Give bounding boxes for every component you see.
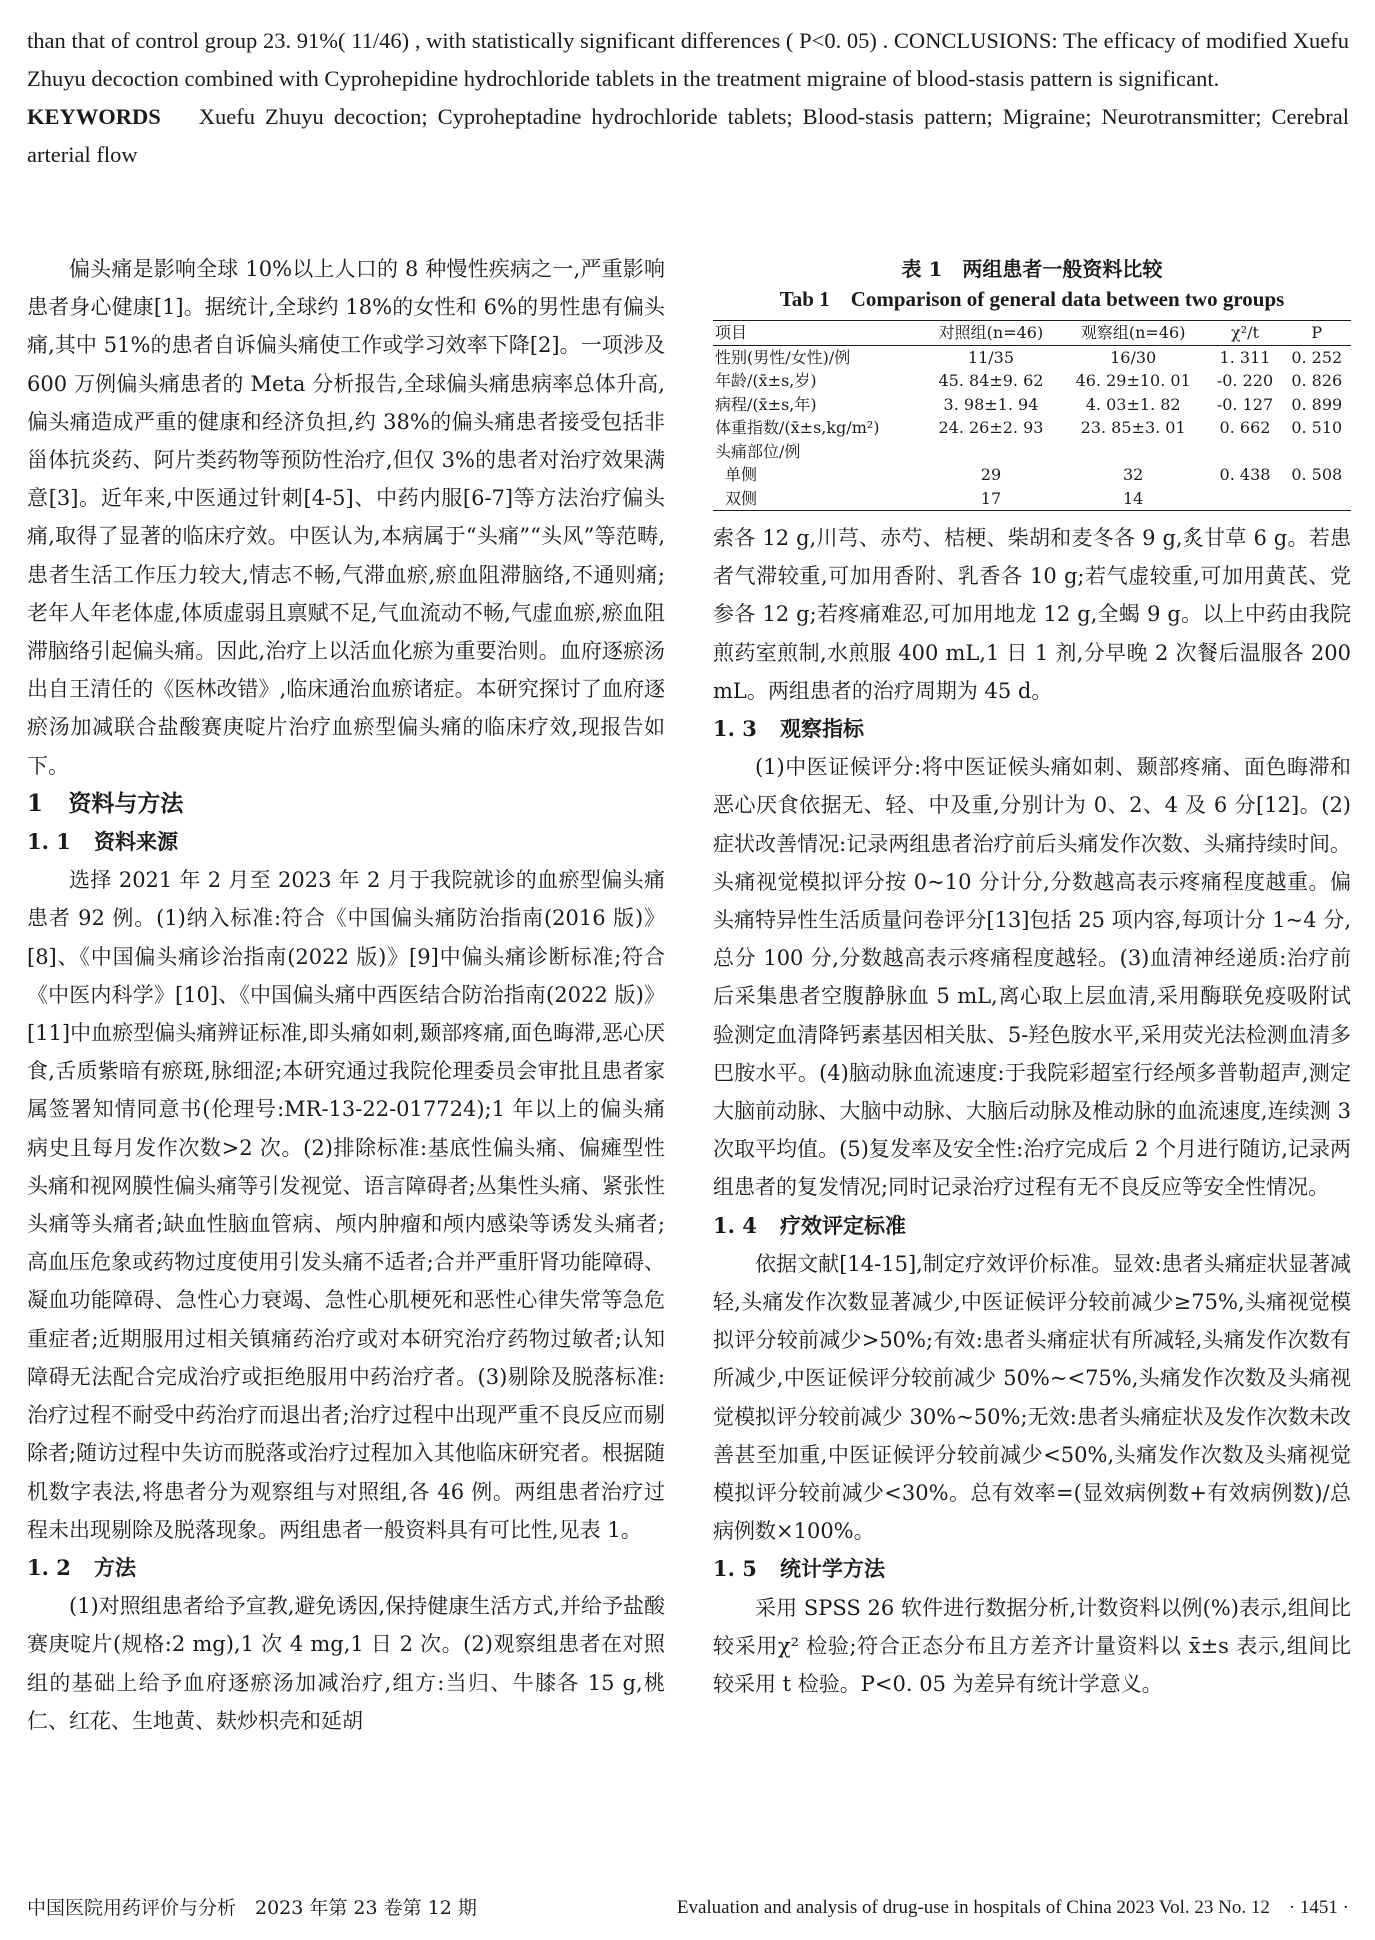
table-cell: 年龄/(x̄±s,岁)	[715, 371, 817, 390]
table-cell	[923, 440, 1059, 464]
table-cell: 16/30	[1110, 347, 1157, 367]
subsection-body-1-2-continued: 索各 12 g,川芎、赤芍、桔梗、柴胡和麦冬各 9 g,炙甘草 6 g。若患者气滞较重,可加用香附、乳香各 10 g;若气虚较重,可加用黄芪、党参各 12 g;若疼痛难忍,可加用地龙 12 g,全蝎 9 g。以上中药由我院煎药室煎制,水煎服 400 mL,1 日 1 剂,分早晚 2 次餐后温服各 200 mL。两组患者的治疗周期为 45 d。	[713, 526, 1351, 703]
table-title-cn: 表 1 两组患者一般资料比较	[901, 257, 1163, 281]
table-cell: 0. 826	[1291, 371, 1343, 390]
section-heading-1	[27, 785, 665, 823]
right-column	[713, 250, 1351, 1703]
subsection-number: 1. 2	[27, 1554, 71, 1580]
table-cell: 性别(男性/女性)/例	[715, 347, 851, 367]
table-row	[713, 345, 1351, 369]
table-cell: 11/35	[967, 347, 1015, 367]
subsection-number: 1. 3	[713, 716, 757, 742]
header-observation-group: 观察组(n=46)	[1080, 323, 1186, 342]
table-cell: 0. 899	[1291, 394, 1343, 414]
subsection-title: 资料来源	[93, 829, 178, 855]
header-statistic: χ²/t	[1231, 323, 1259, 342]
table-header-row	[713, 321, 1351, 346]
table-row	[713, 416, 1351, 440]
table-title-en: Tab 1 Comparison of general data between two groups	[779, 287, 1285, 311]
general-data-table	[713, 320, 1351, 511]
table-cell: 17	[980, 488, 1002, 508]
abstract-tail	[27, 22, 1349, 174]
footer-journal-en: Evaluation and analysis of drug-use in hospitals of China 2023 Vol. 23 No. 12 · 1451 ·	[676, 1897, 1349, 1918]
table-cell: 体重指数/(x̄±s,kg/m²)	[715, 418, 880, 437]
table-row	[713, 440, 1351, 464]
table-cell: 23. 85±3. 01	[1080, 418, 1186, 437]
subsection-heading-1-5	[713, 1550, 1351, 1588]
table-cell: 14	[1122, 488, 1144, 508]
subsection-heading-1-2	[27, 1549, 665, 1587]
table-cell: 0. 438	[1219, 465, 1271, 484]
subsection-heading-1-3	[713, 710, 1351, 748]
table-cell: 0. 252	[1291, 347, 1343, 367]
table-cell: 29	[980, 465, 1002, 484]
table-cell: 3. 98±1. 94	[943, 394, 1039, 414]
subsection-title: 疗效评定标准	[779, 1212, 906, 1238]
table-cell: 1. 311	[1219, 347, 1271, 367]
subsection-body-1-4: 依据文献[14-15],制定疗效评价标准。显效:患者头痛症状显著减轻,头痛发作次数显著减少,中医证候评分较前减少≥75%,头痛视觉模拟评分较前减少>50%;有效:患者头痛症状有所减轻,头痛发作次数有所减少,中医证候评分较前减少 50%~<75%,头痛发作次数及头痛视觉模拟评分较前减少 30%~50%;无效:患者头痛症状及发作次数未改善甚至加重,中医证候评分较前减少<50%,头痛发作次数及头痛视觉模拟评分较前减少<30%。总有效率=(显效病例数+有效病例数)/总病例数×100%。	[713, 1251, 1351, 1544]
footer-journal-cn: 中国医院用药评价与分析 2023 年第 23 卷第 12 期	[27, 1897, 477, 1919]
header-control-group: 对照组(n=46)	[938, 323, 1044, 342]
subsection-number: 1. 1	[27, 829, 71, 855]
subsection-title: 方法	[93, 1554, 136, 1580]
table-cell: 单侧	[725, 465, 758, 484]
table-cell: 0. 662	[1219, 418, 1271, 437]
intro-paragraph: 偏头痛是影响全球 10%以上人口的 8 种慢性疾病之一,严重影响患者身心健康[1]。据统计,全球约 18%的女性和 6%的男性患有偏头痛,其中 51%的患者自诉偏头痛使工作或学习效率下降[2]。一项涉及 600 万例偏头痛患者的 Meta 分析报告,全球偏头痛患病率总体升高,偏头痛造成严重的健康和经济负担,约 38%的偏头痛患者接受包括非甾体抗炎药、阿片类药物等预防性治疗,但仅 3%的患者对治疗效果满意[3]。近年来,中医通过针刺[4-5]、中药内服[6-7]等方法治疗偏头痛,取得了显著的临床疗效。中医认为,本病属于“头痛”“头风”等范畴,患者生活工作压力较大,情志不畅,气滞血瘀,瘀血阻滞脑络,不通则痛;老年人年老体虚,体质虚弱且禀赋不足,气血流动不畅,气虚血瘀,瘀血阻滞脑络引起偏头痛。因此,治疗上以活血化瘀为重要治则。血府逐瘀汤出自王清任的《医林改错》,临床通治血瘀诸症。本研究探讨了血府逐瘀汤加减联合盐酸赛庚啶片治疗血瘀型偏头痛的临床疗效,现报告如下。	[27, 257, 665, 778]
table-cell: 45. 84±9. 62	[938, 371, 1044, 390]
table-cell: 32	[1122, 465, 1144, 484]
table-cell	[1207, 487, 1282, 511]
abstract-results-conclusions: than that of control group 23. 91%( 11/46) , with statistically significant differences ( P<0. 05) . CONCLUSIONS: The efficacy of modified Xuefu Zhuyu decoction combined with Cyprohepidine hydrochloride tablets in the treatment migraine of blood-stasis pattern is significant.	[27, 28, 1349, 91]
table-cell: 双侧	[725, 488, 758, 508]
keywords-label: KEYWORDS	[27, 104, 161, 129]
subsection-title: 统计学方法	[779, 1556, 885, 1582]
table-row	[713, 393, 1351, 417]
subsection-heading-1-4	[713, 1207, 1351, 1245]
section-title: 资料与方法	[68, 789, 184, 817]
table-row	[713, 369, 1351, 393]
table-cell	[1283, 440, 1351, 464]
table-cell: 0. 508	[1291, 465, 1343, 484]
keywords-text: Xuefu Zhuyu decoction; Cyproheptadine hydrochloride tablets; Blood-stasis pattern; Migraine; Neurotransmitter; Cerebral arterial flow	[27, 104, 1349, 167]
header-item: 项目	[715, 323, 748, 342]
table-cell	[1283, 487, 1351, 511]
subsection-number: 1. 4	[713, 1212, 757, 1238]
keywords-line	[27, 98, 1349, 174]
subsection-title: 观察指标	[779, 716, 864, 742]
table-cell: 24. 26±2. 93	[938, 418, 1044, 437]
table-1	[713, 254, 1351, 511]
subsection-body-1-5: 采用 SPSS 26 软件进行数据分析,计数资料以例(%)表示,组间比较采用χ² 检验;符合正态分布且方差齐计量资料以 x̄±s 表示,组间比较采用 t 检验。P<0. 05 为差异有统计学意义。	[713, 1595, 1351, 1697]
left-column	[27, 250, 665, 1740]
table-cell: -0. 127	[1216, 394, 1274, 414]
table-cell: 4. 03±1. 82	[1085, 394, 1181, 414]
table-row	[713, 487, 1351, 511]
table-cell: 0. 510	[1291, 418, 1343, 437]
table-cell: -0. 220	[1216, 371, 1274, 390]
subsection-body-1-2: (1)对照组患者给予宣教,避免诱因,保持健康生活方式,并给予盐酸赛庚啶片(规格:2 mg),1 次 4 mg,1 日 2 次。(2)观察组患者在对照组的基础上给予血府逐瘀汤加减治疗,组方:当归、牛膝各 15 g,桃仁、红花、生地黄、麸炒枳壳和延胡	[27, 1594, 665, 1733]
subsection-heading-1-1	[27, 823, 665, 861]
section-number: 1	[27, 789, 44, 817]
subsection-body-1-3: (1)中医证候评分:将中医证候头痛如刺、颞部疼痛、面色晦滞和恶心厌食依据无、轻、中及重,分别计为 0、2、4 及 6 分[12]。(2)症状改善情况:记录两组患者治疗前后头痛发作次数、头痛持续时间。头痛视觉模拟评分按 0~10 分计分,分数越高表示疼痛程度越重。偏头痛特异性生活质量问卷评分[13]包括 25 项内容,每项计分 1~4 分,总分 100 分,分数越高表示疼痛程度越轻。(3)血清神经递质:治疗前后采集患者空腹静脉血 5 mL,离心取上层血清,采用酶联免疫吸附试验测定血清降钙素基因相关肽、5-羟色胺水平,采用荧光法检测血清多巴胺水平。(4)脑动脉血流速度:于我院彩超室行经颅多普勒超声,测定大脑前动脉、大脑中动脉、大脑后动脉及椎动脉的血流速度,连续测 3 次取平均值。(5)复发率及安全性:治疗完成后 2 个月进行随访,记录两组患者的复发情况;同时记录治疗过程有无不良反应等安全性情况。	[713, 755, 1351, 1200]
subsection-body-1-1: 选择 2021 年 2 月至 2023 年 2 月于我院就诊的血瘀型偏头痛患者 92 例。(1)纳入标准:符合《中国偏头痛防治指南(2016 版)》[8]、《中国偏头痛诊治指南(2022 版)》[9]中偏头痛诊断标准;符合《中医内科学》[10]、《中国偏头痛中西医结合防治指南(2022 版)》[11]中血瘀型偏头痛辨证标准,即头痛如刺,颞部疼痛,面色晦滞,恶心厌食,舌质紫暗有瘀斑,脉细涩;本研究通过我院伦理委员会审批且患者家属签署知情同意书(伦理号:MR-13-22-017724);1 年以上的偏头痛病史且每月发作次数>2 次。(2)排除标准:基底性偏头痛、偏瘫型性头痛和视网膜性偏头痛等引发视觉、语言障碍者;丛集性头痛、紧张性头痛等头痛者;缺血性脑血管病、颅内肿瘤和颅内感染等诱发头痛者;高血压危象或药物过度使用引发头痛不适者;合并严重肝肾功能障碍、凝血功能障碍、急性心力衰竭、急性心肌梗死和恶性心律失常等急危重症者;近期服用过相关镇痛药治疗或对本研究治疗药物过敏者;认知障碍无法配合完成治疗或拒绝服用中药治疗者。(3)剔除及脱落标准:治疗过程不耐受中药治疗而退出者;治疗过程中出现严重不良反应而剔除者;随访过程中失访而脱落或治疗过程加入其他临床研究者。根据随机数字表法,将患者分为观察组与对照组,各 46 例。两组患者治疗过程未出现剔除及脱落现象。两组患者一般资料具有可比性,见表 1。	[27, 868, 665, 1542]
subsection-number: 1. 5	[713, 1556, 757, 1582]
table-row	[713, 463, 1351, 487]
table-cell: 46. 29±10. 01	[1075, 371, 1191, 390]
table-cell: 头痛部位/例	[715, 441, 801, 461]
table-cell	[1059, 440, 1208, 464]
header-p-value: P	[1311, 323, 1323, 342]
table-cell	[1207, 440, 1282, 464]
table-cell: 病程/(x̄±s,年)	[715, 394, 817, 414]
